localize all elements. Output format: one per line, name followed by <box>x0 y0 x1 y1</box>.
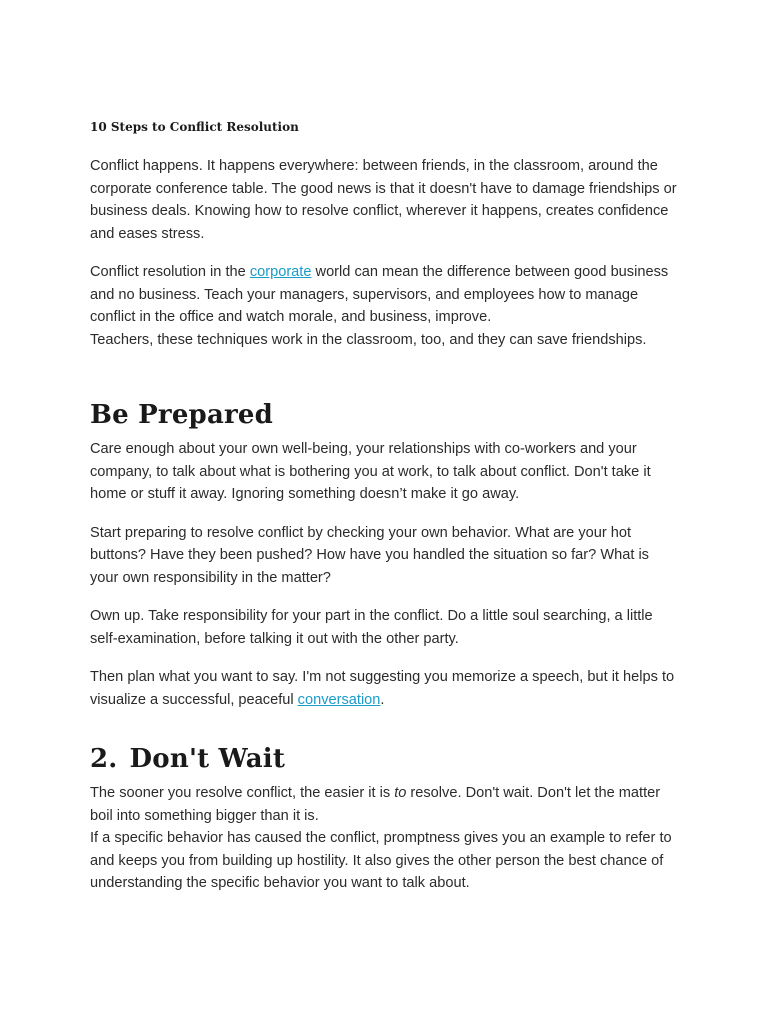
intro-paragraph-3: Teachers, these techniques work in the classroom, too, and they can save friendships. <box>90 331 647 348</box>
wait-paragraph-2: If a specific behavior has caused the conflict, promptness gives you an example to refer to and keeps you from building up hostility. It also gives the other person the best chance of understanding the specific behavior you want to talk about. <box>90 830 672 891</box>
prepared-paragraph-1: Care enough about your own well-being, your relationships with co-workers and your company, to talk about what is bothering you at work, to talk about conflict. Don't take it home or stuff it away. Ignoring something doesn’t make it go away. <box>90 441 651 502</box>
prepared-paragraph-3: Own up. Take responsibility for your part in the conflict. Do a little soul searching, a little self-examination, before talking it out with the other party. <box>90 608 653 647</box>
prepared-paragraph-2: Start preparing to resolve conflict by checking your own behavior. What are your hot buttons? Have they been pushed? How have you handled the situation so far? What is your own responsibility in the matter? <box>90 524 649 586</box>
wait-paragraph-1-text-b: resolve. Don't wait. Don't let the matter boil into something bigger than it is. <box>90 785 661 824</box>
document-page <box>90 118 680 911</box>
corporate-link[interactable]: corporate <box>249 264 312 280</box>
intro-paragraph-1: Conflict happens. It happens everywhere: between friends, in the classroom, around the corporate conference table. The good news is that it doesn't have to damage friendships or business deals. Knowing how to resolve conflict, wherever it happens, creates confidence and eases stress. <box>90 158 677 242</box>
heading-number: 2. <box>90 744 118 774</box>
heading-dont-wait <box>90 742 680 776</box>
heading-dont-wait-text: Don't Wait <box>129 744 286 774</box>
prepared-paragraph-4-text-b: . <box>380 691 385 708</box>
wait-paragraph-1-text-a: The sooner you resolve conflict, the easier it is <box>90 785 395 801</box>
prepared-paragraph-4-text-a: Then plan what you want to say. I'm not suggesting you memorize a speech, but it helps to visualize a successful, peaceful <box>90 669 675 708</box>
wait-paragraph-1-emphasis: to <box>394 785 407 801</box>
heading-be-prepared: Be Prepared <box>90 400 274 430</box>
intro-paragraph-2 <box>90 261 680 329</box>
intro-paragraph-2-text-b: world can mean the difference between good business and no business. Teach your managers, supervisors, and employees how to manage conflict in the office and watch morale, and business, improve. <box>90 264 669 325</box>
wait-paragraph-1 <box>90 782 680 827</box>
intro-paragraph-2-text-a: Conflict resolution in the <box>90 264 250 280</box>
conversation-link[interactable]: conversation <box>297 691 381 708</box>
prepared-paragraph-4 <box>90 666 680 711</box>
document-title: 10 Steps to Conflict Resolution <box>90 120 299 134</box>
